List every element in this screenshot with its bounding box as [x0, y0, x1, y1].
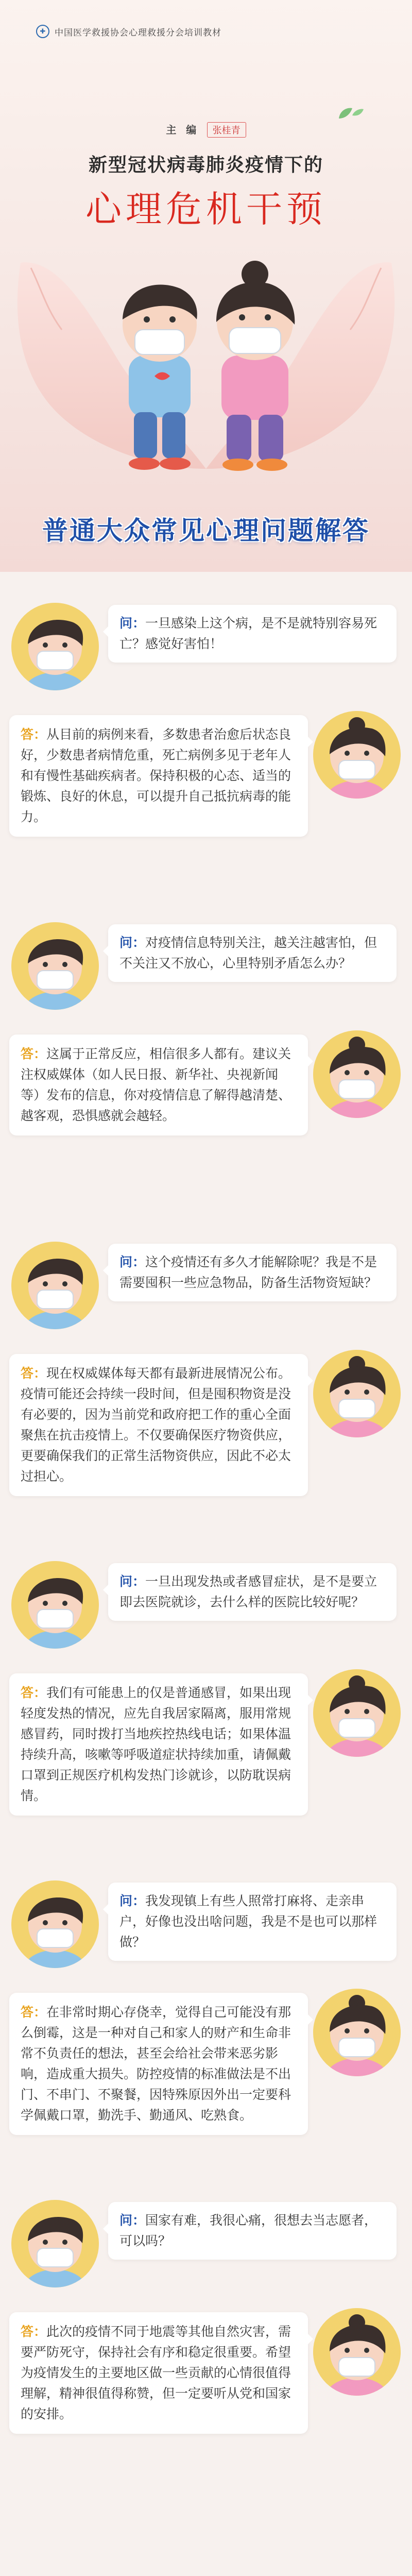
- qa-item: [0, 2169, 412, 2488]
- question-text: 对疫情信息特别关注，越关注越害怕，但不关注又不放心，心里特别矛盾怎么办？: [119, 935, 377, 971]
- editor-line: [0, 122, 412, 138]
- answer-bubble: [9, 1673, 308, 1816]
- answer-bubble: [9, 1993, 308, 2135]
- answer-label: 答：: [21, 1685, 47, 1700]
- question-row: [0, 1242, 412, 1345]
- qa-list: [0, 572, 412, 2488]
- answer-row: [0, 711, 412, 866]
- answer-bubble: [9, 715, 308, 837]
- question-label: 问：: [119, 2213, 146, 2228]
- publisher-line: [36, 25, 221, 38]
- question-row: [0, 2200, 412, 2303]
- boy-avatar-icon: [11, 1561, 99, 1649]
- question-bubble: [108, 1244, 397, 1301]
- doctor-avatar-icon: [313, 1350, 401, 1437]
- boy-avatar-icon: [11, 1242, 99, 1329]
- publisher-text: 中国医学救援协会心理救援分会培训教材: [55, 27, 221, 38]
- boy-avatar-icon: [11, 1880, 99, 1968]
- answer-label: 答：: [21, 1366, 47, 1381]
- question-row: [0, 1880, 412, 1984]
- boy-avatar-icon: [11, 603, 99, 690]
- answer-label: 答：: [21, 727, 47, 742]
- doctor-avatar-icon: [313, 1030, 401, 1118]
- question-row: [0, 603, 412, 706]
- question-bubble: [108, 1563, 397, 1621]
- question-text: 这个疫情还有多久才能解除呢？我是不是需要囤积一些应急物品，防备生活物资短缺？: [119, 1255, 377, 1290]
- doctor-avatar-icon: [313, 1669, 401, 1757]
- answer-text: 此次的疫情不同于地震等其他自然灾害，需要严防死守，保持社会有序和稳定很重要。希望为疫情发生的主要地区做一些贡献的心情很值得理解，精神很值得称赞，但一定要听从党和国家的安排。: [21, 2324, 291, 2421]
- editor-label: 主 编: [166, 124, 200, 136]
- answer-text: 这属于正常反应，相信很多人都有。建议关注权威媒体（如人民日报、新华社、央视新闻等）发布的信息，你对疫情信息了解得越清楚、越客观，恐惧感就会越轻。: [21, 1046, 291, 1123]
- question-text: 一旦出现发热或者感冒症状，是不是要立即去医院就诊，去什么样的医院比较好呢？: [119, 1574, 377, 1609]
- leaf-decoration-icon: [335, 103, 366, 124]
- hero-banner: [0, 0, 412, 572]
- question-text: 我发现镇上有些人照常打麻将、走亲串户，好像也没出啥问题，我是不是也可以那样做？: [119, 1893, 377, 1950]
- question-label: 问：: [119, 616, 146, 631]
- question-bubble: [108, 605, 397, 663]
- qa-item: [0, 891, 412, 1211]
- headline: 普通大众常见心理问题解答: [42, 516, 370, 546]
- doctor-avatar-icon: [313, 1989, 401, 2076]
- answer-bubble: [9, 1035, 308, 1136]
- answer-text: 从目前的病例来看，多数患者治愈后状态良好，少数患者病情危重，死亡病例多见于老年人和有慢性基础疾病者。保持积极的心态、适当的锻炼、良好的休息，可以提升自己抵抗病毒的能力。: [21, 727, 291, 824]
- question-label: 问：: [119, 935, 146, 950]
- qa-item: [0, 1850, 412, 2169]
- question-row: [0, 1561, 412, 1664]
- boy-avatar-icon: [11, 922, 99, 1010]
- title-subline: 新型冠状病毒肺炎疫情下的: [88, 155, 323, 176]
- answer-row: [0, 2308, 412, 2463]
- answer-row: [0, 1669, 412, 1824]
- association-emblem-icon: ✚: [36, 25, 49, 38]
- answer-row: [0, 1989, 412, 2143]
- question-label: 问：: [119, 1255, 146, 1269]
- editor-name: 张桂青: [207, 122, 246, 138]
- answer-label: 答：: [21, 1046, 47, 1061]
- question-row: [0, 922, 412, 1025]
- kids-in-hands-illustration-icon: [0, 227, 412, 505]
- title-main: 心理危机干预: [85, 188, 327, 230]
- answer-row: [0, 1030, 412, 1185]
- question-text: 一旦感染上这个病，是不是就特别容易死亡？感觉好害怕！: [119, 616, 377, 651]
- answer-row: [0, 1350, 412, 1504]
- qa-item: [0, 1211, 412, 1530]
- question-label: 问：: [119, 1574, 146, 1589]
- answer-bubble: [9, 2312, 308, 2434]
- qa-item: [0, 1530, 412, 1850]
- answer-bubble: [9, 1354, 308, 1496]
- question-bubble: [108, 2202, 397, 2260]
- qa-item: [0, 572, 412, 891]
- doctor-avatar-icon: [313, 711, 401, 799]
- question-bubble: [108, 924, 397, 982]
- question-bubble: [108, 1883, 397, 1961]
- answer-text: 在非常时期心存侥幸，觉得自己可能没有那么倒霉，这是一种对自己和家人的财产和生命非常不负责任的想法，甚至会给社会带来恶劣影响，造成重大损失。防控疫情的标准做法是不出门、不串门、不聚餐，因特殊原因外出一定要科学佩戴口罩，勤洗手、勤通风、吃熟食。: [21, 2005, 291, 2123]
- boy-avatar-icon: [11, 2200, 99, 2287]
- doctor-avatar-icon: [313, 2308, 401, 2396]
- answer-label: 答：: [21, 2324, 47, 2339]
- answer-label: 答：: [21, 2005, 47, 2020]
- answer-text: 现在权威媒体每天都有最新进展情况公布。疫情可能还会持续一段时间，但是囤积物资是没有必要的，因为当前党和政府把工作的重心全面聚焦在抗击疫情上。不仅要确保医疗物资供应，更要确保我们的正常生活物资供应，因此不必太过担心。: [21, 1366, 291, 1484]
- answer-text: 我们有可能患上的仅是普通感冒，如果出现轻度发热的情况，应先自我居家隔离，服用常规感冒药，同时拨打当地疾控热线电话；如果体温持续升高，咳嗽等呼吸道症状持续加重，请佩戴口罩到正规医疗机构发热门诊就诊，以防耽误病情。: [21, 1685, 291, 1803]
- question-text: 国家有难，我很心痛，很想去当志愿者，可以吗？: [119, 2213, 377, 2248]
- question-label: 问：: [119, 1893, 146, 1908]
